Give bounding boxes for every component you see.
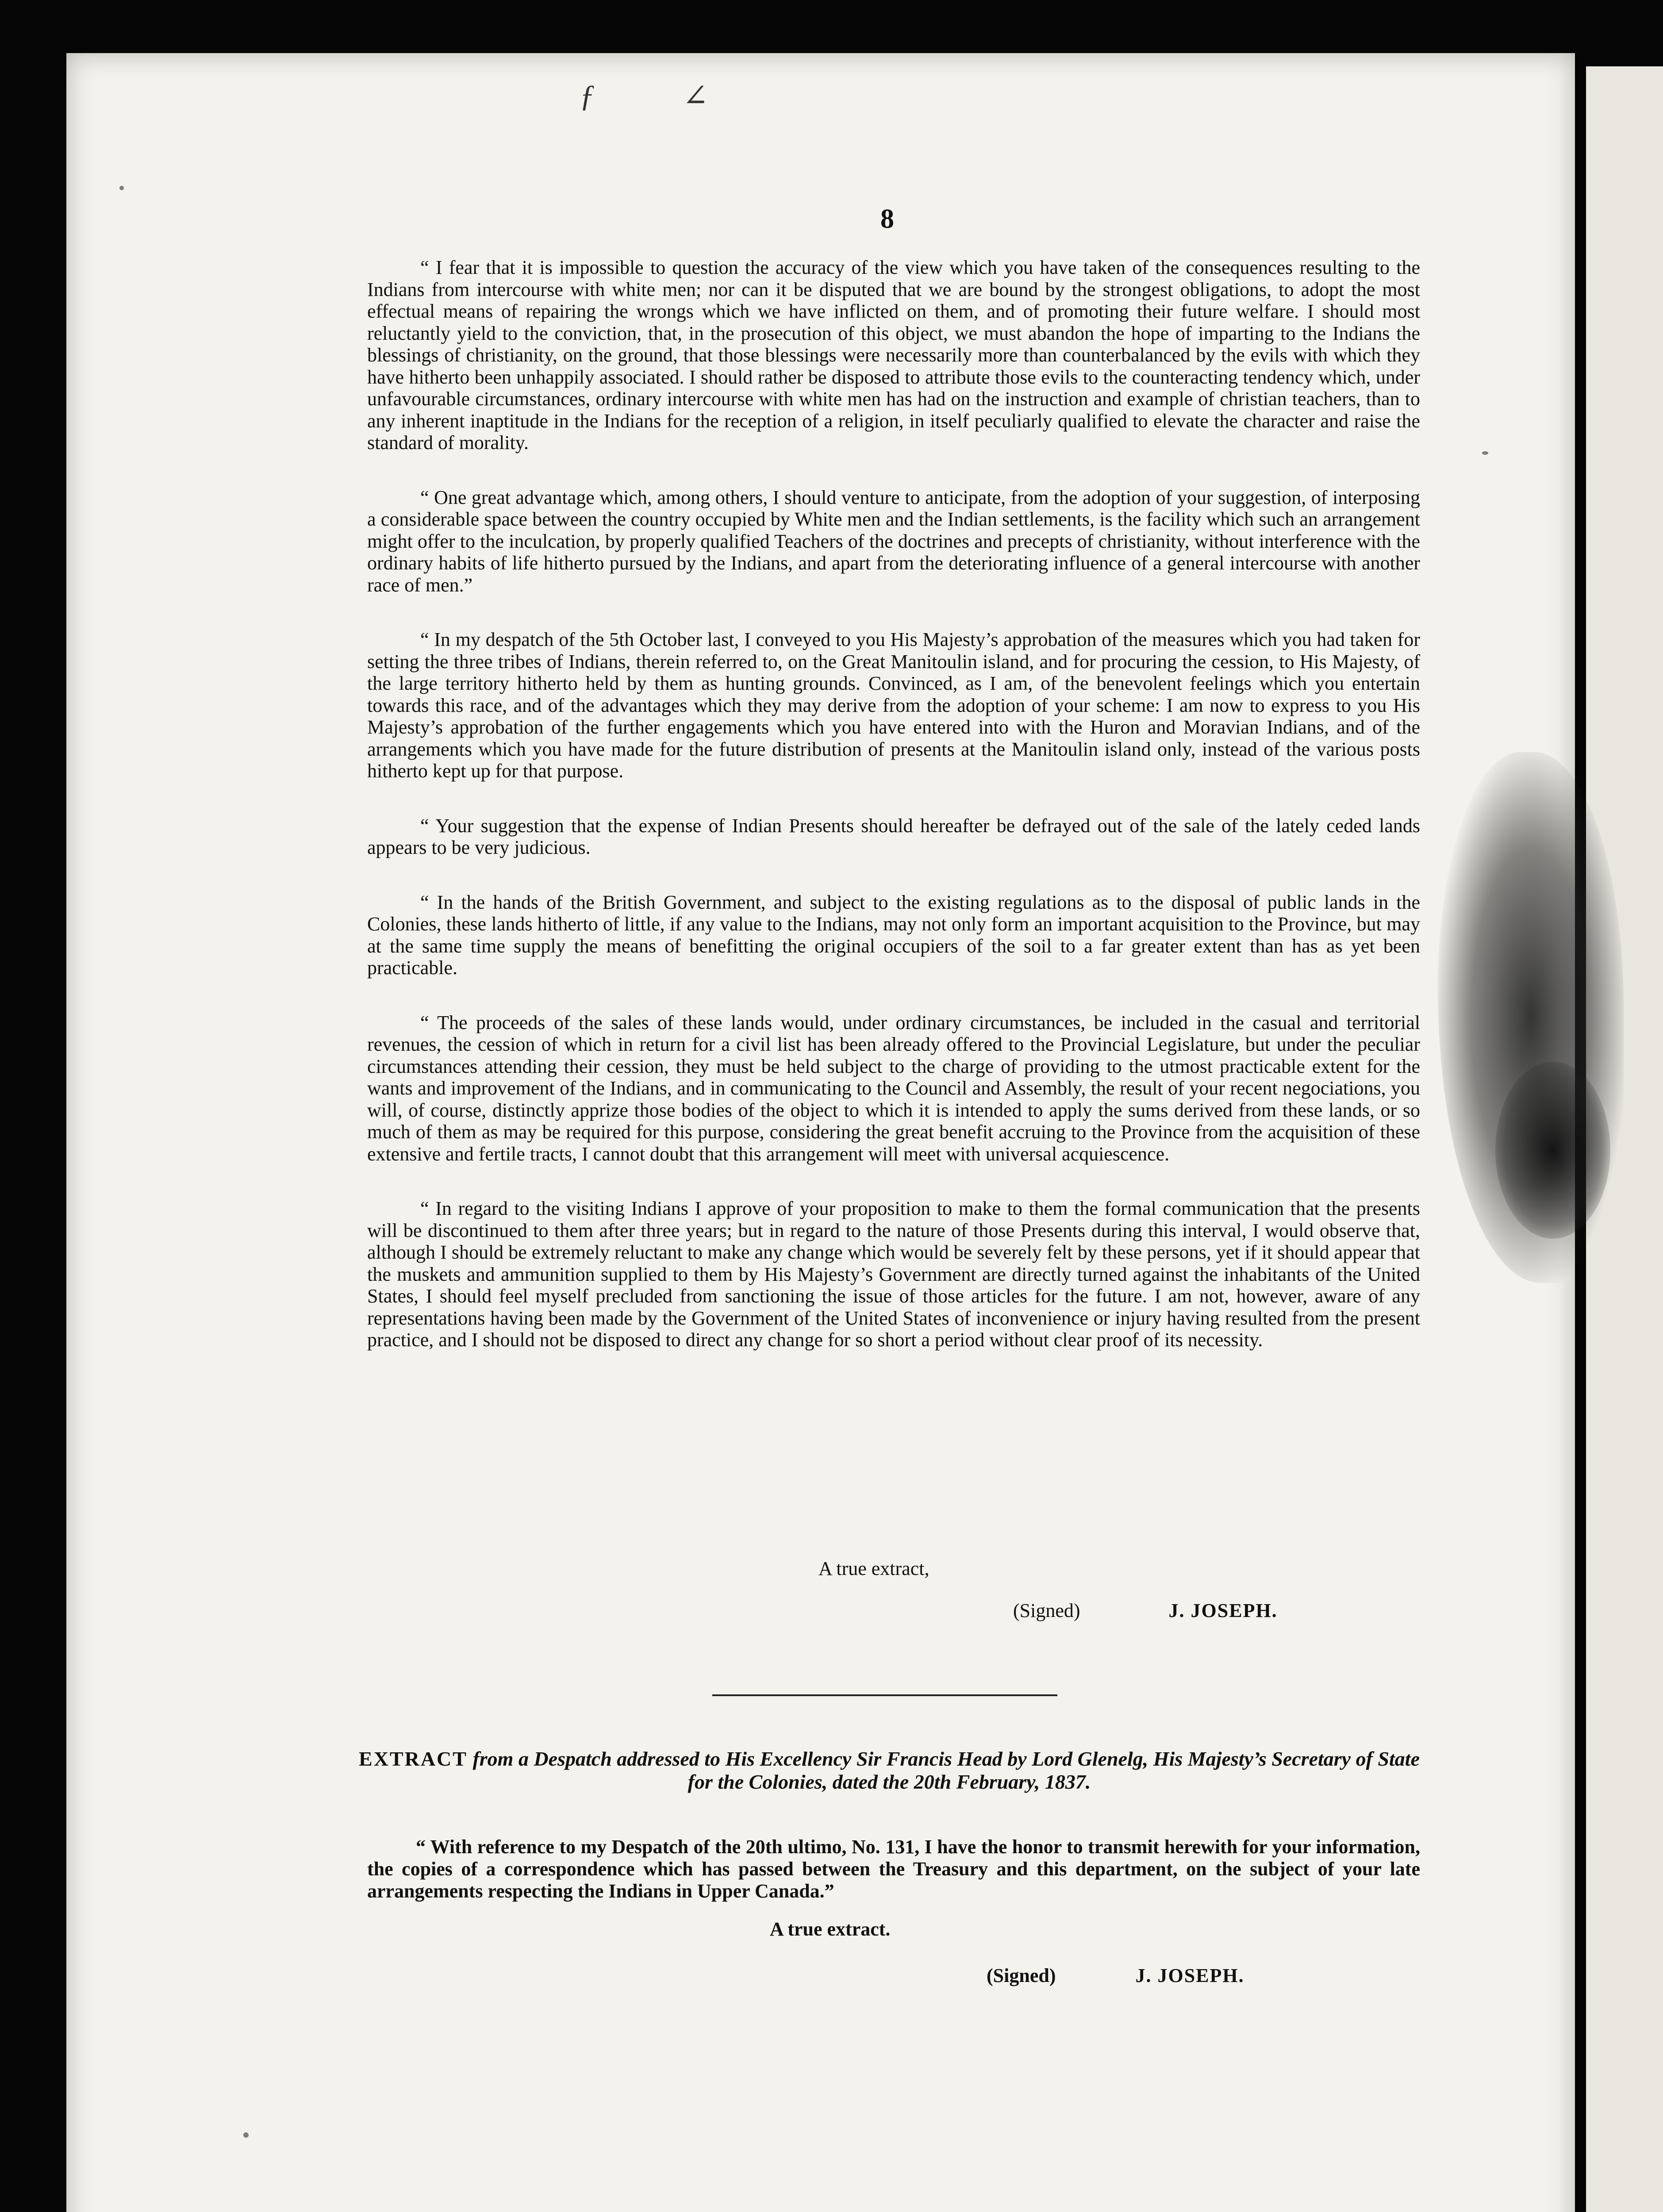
signature-line [1013, 1599, 1278, 1622]
extract-body: “ With reference to my Despatch of the 20th ultimo, No. 131, I have the honor to transmit herewith for your information, the copies of a correspondence which has passed between the Treasury and this department, on the subject of your late arrangements respecting the Indians in Upper Canada.” [367, 1836, 1420, 1902]
page-number: 8 [880, 204, 894, 234]
paragraph: “ Your suggestion that the expense of Indian Presents should hereafter be defrayed out of the sale of the lately ceded lands appears to be very judicious. [367, 814, 1420, 858]
paragraph: “ One great advantage which, among others, I should venture to anticipate, from the adoption of your suggestion, of interposing a considerable space between the country occupied by White men and the Indian settlements, is the facility which such an arrangement might offer to the inculcation, by properly qualified Teachers of the doctrines and precepts of christianity, without interference with the ordinary habits of life hitherto pursued by the Indians, and apart from the deteriorating influence of a general intercourse with another race of men.” [367, 486, 1420, 596]
extract-heading [354, 1747, 1425, 1793]
true-extract-label: A true extract, [818, 1558, 929, 1579]
true-extract-label: A true extract. [770, 1918, 891, 1940]
signed-label: (Signed) [1013, 1600, 1080, 1621]
paper-speck [119, 186, 124, 190]
paragraph: “ In the hands of the British Government, and subject to the existing regulations as to the disposal of public lands in the Colonies, these lands hitherto of little, if any value to the Indians, may not only form an important acquisition to the Province, but may at the same time supply the means of benefitting the original occupiers of the soil to a far greater extent than has as yet been practicable. [367, 891, 1420, 979]
handwritten-marks: ƒ ∠ [580, 79, 749, 113]
paragraph: “ The proceeds of the sales of these lands would, under ordinary circumstances, be included in the casual and territorial revenues, the cession of which in return for a civil list has been already offered to the Provincial Legislature, but under the peculiar circumstances attending their cession, they must be held subject to the charge of providing to the utmost practicable extent for the wants and improvement of the Indians, and in communicating to the Council and Assembly, the result of your recent negociations, you will, of course, distinctly apprize those bodies of the object to which it is intended to apply the sums derived from these lands, or so much of them as may be required for this purpose, considering the great benefit accruing to the Province from the acquisition of these extensive and fertile tracts, I cannot doubt that this arrangement will meet with universal acquiescence. [367, 1011, 1420, 1165]
paragraph: “ In regard to the visiting Indians I approve of your proposition to make to them the formal communication that the presents will be discontinued to them after three years; but in regard to the nature of those Presents during this interval, I would observe that, although I should be extremely reluctant to make any change which would be severely felt by these persons, yet if it should appear that the muskets and ammunition supplied to them by His Majesty’s Government are directly turned against the inhabitants of the United States, I should feel myself precluded from sanctioning the issue of those articles for the future. I am not, however, aware of any representations having been made by the Government of the United States of inconvenience or injury having resulted from the present practice, and I should not be disposed to direct any change for so short a period without clear proof of its necessity. [367, 1198, 1420, 1351]
paper-speck [243, 2132, 249, 2138]
signatory-name: J. JOSEPH. [1168, 1600, 1278, 1621]
paragraph: “ In my despatch of the 5th October last, I conveyed to you His Majesty’s approbation of the measures which you had taken for setting the three tribes of Indians, therein referred to, on the Great Manitoulin island, and for procuring the cession, to His Majesty, of the large territory hitherto held by them as hunting grounds. Convinced, as I am, of the benevolent feelings which you entertain towards this race, and of the advantages which they may derive from the adoption of your scheme: I am now to express to you His Majesty’s approbation of the further engagements which you have entered into with the Huron and Moravian Indians, and of the arrangements which you have made for the future distribution of presents at the Manitoulin island only, instead of the various posts hitherto kept up for that purpose. [367, 629, 1420, 782]
extract-heading-lead: EXTRACT [359, 1747, 468, 1770]
letter-body [367, 257, 1420, 1384]
signatory-name: J. JOSEPH. [1135, 1965, 1244, 1986]
paragraph: “ I fear that it is impossible to question the accuracy of the view which you have taken of the consequences resulting to the Indians from intercourse with white men; nor can it be disputed that we are bound by the strongest obligations, to adopt the most effectual means of repairing the wrongs which we have inflicted on them, and of promoting their future welfare. I should most reluctantly yield to the conviction, that, in the prosecution of this object, we must abandon the hope of imparting to the Indians the blessings of christianity, on the ground, that those blessings were necessarily more than counterbalanced by the evils with which they have hitherto been unhappily associated. I should rather be disposed to attribute those evils to the counteracting tendency which, under unfavourable circumstances, ordinary intercourse with white men has had on the instruction and example of christian teachers, than to any inherent inaptitude in the Indians for the reception of a religion, in itself peculiarly qualified to elevate the character and raise the standard of morality. [367, 257, 1420, 453]
paper-speck [1482, 451, 1488, 455]
signed-label: (Signed) [987, 1965, 1056, 1986]
section-divider [712, 1694, 1057, 1696]
ink-stain [1495, 1062, 1610, 1239]
signature-line [987, 1964, 1244, 1987]
extract-heading-text: from a Despatch addressed to His Excellency Sir Francis Head by Lord Glenelg, His Majesty’s Secretary of State for the Colonies, dated the 20th February, 1837. [467, 1747, 1420, 1793]
